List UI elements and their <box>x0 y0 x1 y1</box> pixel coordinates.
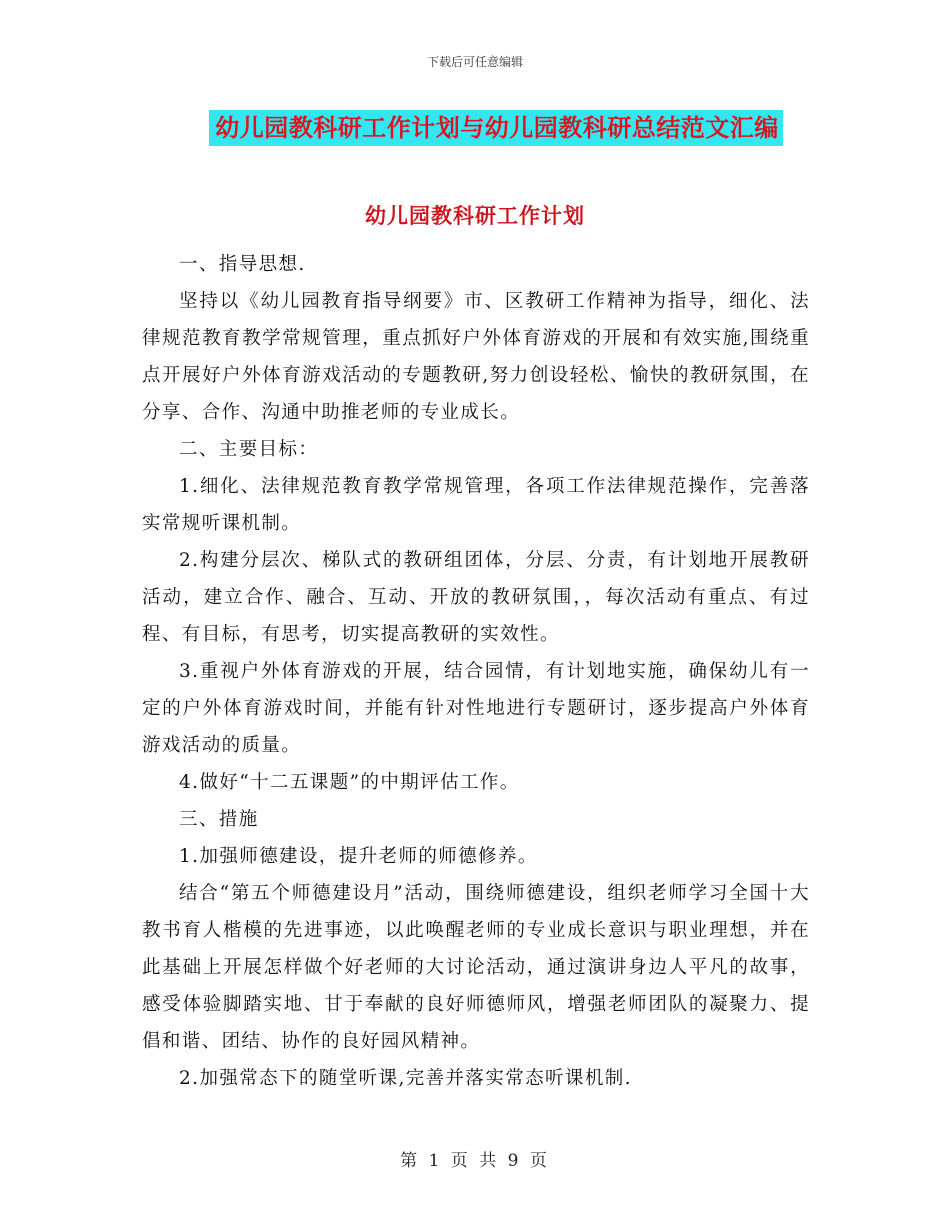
goal-item-3: 3.重视户外体育游戏的开展，结合园情，有计划地实施，确保幼儿有一定的户外体育游戏时间，并能有针对性地进行专题研讨，逐步提高户外体育游戏活动的质量。 <box>142 661 810 756</box>
goal-item-4: 4.做好“十二五课题”的中期评估工作。 <box>179 772 520 793</box>
paragraph-measure-1: 结合“第五个师德建设月”活动，围绕师德建设，组织老师学习全国十大教书育人楷模的先进事迹，以此唤醒老师的专业成长意识与职业理想，并在此基础上开展怎样做个好老师的大讨论活动，通过演讲身边人平凡的故事，感受体验脚踏实地、甘于奉献的良好师德师风，增强老师团队的凝聚力、提倡和谐、团结、协作的良好园风精神。 <box>142 883 810 1052</box>
heading-main-goals: 二、主要目标： <box>179 439 319 460</box>
goal-item-2: 2.构建分层次、梯队式的教研组团体，分层、分责，有计划地开展教研活动，建立合作、融合、互动、开放的教研氛围，，每次活动有重点、有过程、有目标，有思考，切实提高教研的实效性。 <box>142 550 810 645</box>
page-footer: 第 1 页 共 9 页 <box>400 1151 550 1171</box>
measure-item-1: 1.加强师德建设，提升老师的师德修养。 <box>179 846 538 867</box>
paragraph-guiding-thought: 坚持以《幼儿园教育指导纲要》市、区教研工作精神为指导，细化、法律规范教育教学常规管理，重点抓好户外体育游戏的开展和有效实施,围绕重点开展好户外体育游戏活动的专题教研,努力创设轻松、愉快的教研氛围，在分享、合作、沟通中助推老师的专业成长。 <box>142 291 810 423</box>
heading-measures: 三、措施 <box>179 809 259 830</box>
page-header-note: 下载后可任意编辑 <box>426 55 523 69</box>
measure-item-2: 2.加强常态下的随堂听课,完善并落实常态听课机制. <box>179 1068 632 1089</box>
main-title-container <box>0 110 950 146</box>
heading-guiding-thought: 一、指导思想. <box>179 254 306 275</box>
goal-item-1: 1.细化、法律规范教育教学常规管理，各项工作法律规范操作，完善落实常规听课机制。 <box>142 476 810 534</box>
document-main-title: 幼儿园教科研工作计划与幼儿园教科研总结范文汇编 <box>209 110 783 146</box>
document-body <box>142 246 810 1097</box>
section-title: 幼儿园教科研工作计划 <box>365 204 585 228</box>
